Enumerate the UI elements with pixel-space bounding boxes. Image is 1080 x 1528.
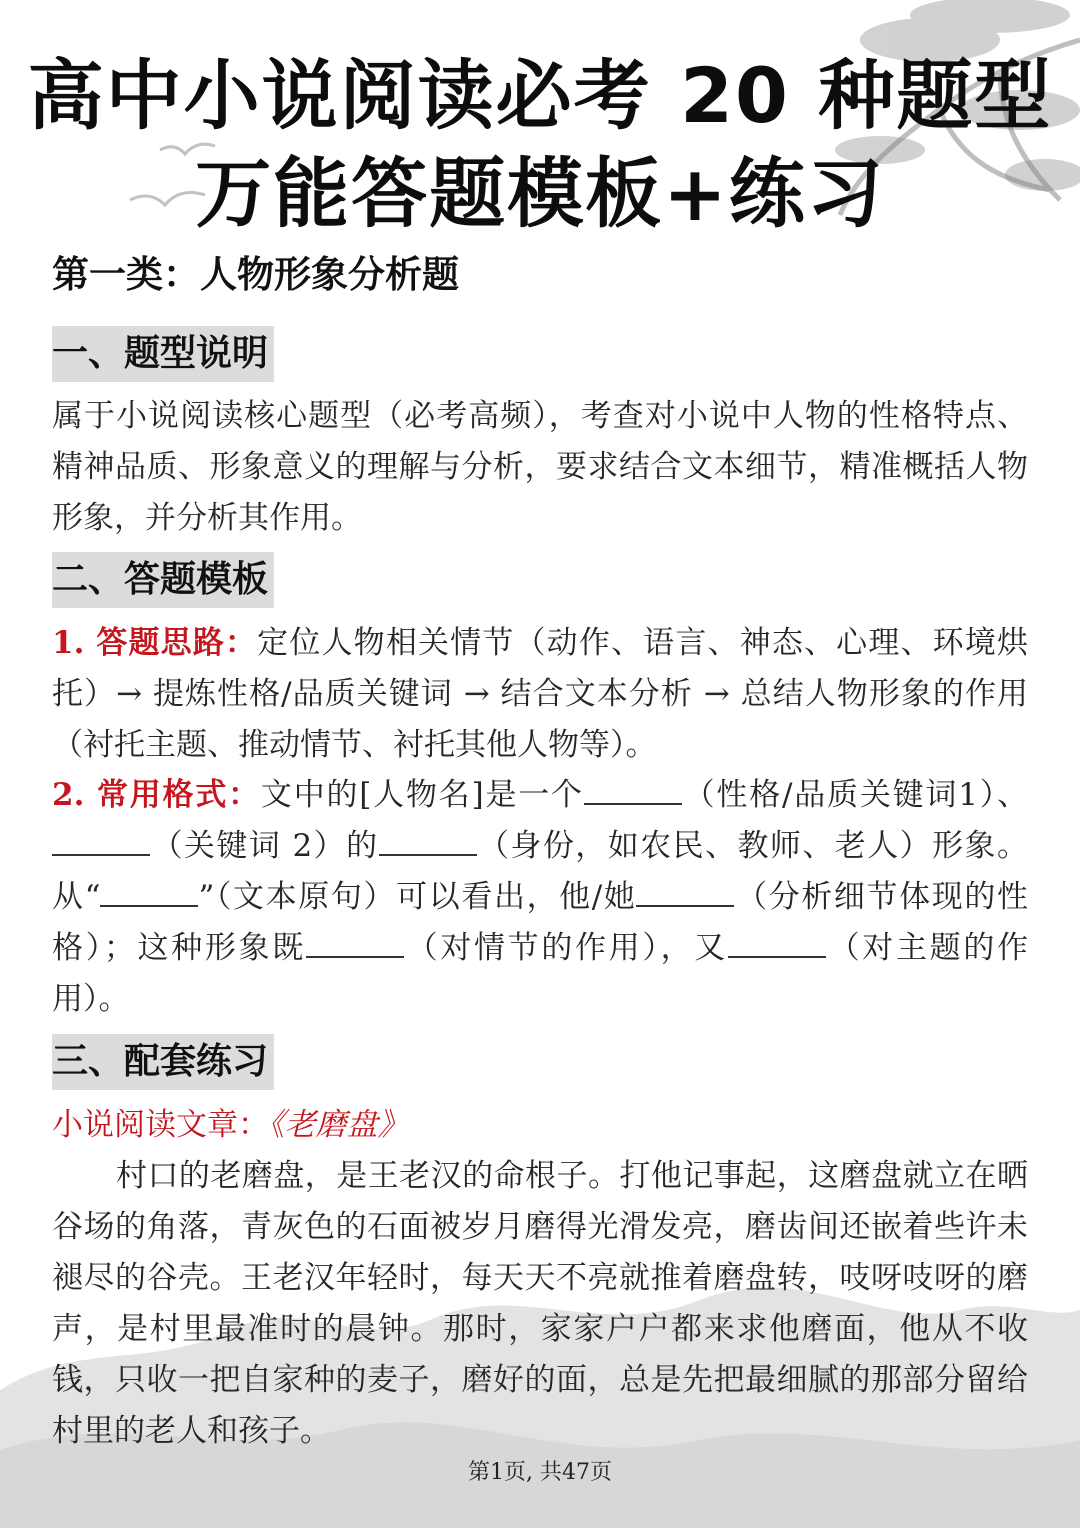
fill-blank bbox=[728, 930, 826, 958]
section-heading-description: 一、题型说明 bbox=[52, 326, 274, 382]
format-part-5: ”（文本原句）可以看出，他/她 bbox=[198, 879, 637, 915]
common-format-label: 2. 常用格式： bbox=[52, 777, 261, 813]
fill-blank bbox=[379, 828, 477, 856]
format-part-1: 文中的[人物名]是一个 bbox=[260, 777, 584, 813]
section-heading-template: 二、答题模板 bbox=[52, 552, 274, 608]
fill-blank bbox=[100, 879, 198, 907]
fill-blank bbox=[584, 777, 682, 805]
format-part-3: （关键词 2）的 bbox=[150, 828, 379, 864]
article-label: 小说阅读文章： bbox=[52, 1107, 269, 1143]
page-title-line1: 高中小说阅读必考 20 种题型 bbox=[27, 51, 1053, 140]
common-format-paragraph bbox=[52, 770, 1028, 1025]
description-paragraph: 属于小说阅读核心题型（必考高频），考查对小说中人物的性格特点、精神品质、形象意义的理解与分析，要求结合文本细节，精准概括人物形象，并分析其作用。 bbox=[52, 398, 1028, 536]
answer-approach-text: 定位人物相关情节（动作、语言、神态、心理、环境烘托）→ 提炼性格/品质关键词 → 结合文本分析 → 总结人物形象的作用（衬托主题、推动情节、衬托其他人物等）。 bbox=[52, 625, 1029, 763]
fill-blank bbox=[306, 930, 404, 958]
page-title-line2: 万能答题模板+练习 bbox=[195, 149, 885, 238]
category-heading: 第一类：人物形象分析题 bbox=[52, 253, 459, 296]
page-number: 第1页, 共47页 bbox=[468, 1460, 612, 1485]
fill-blank bbox=[52, 828, 150, 856]
article-title: 《老磨盘》 bbox=[269, 1107, 409, 1143]
answer-approach-paragraph bbox=[52, 618, 1028, 771]
format-part-7: （对情节的作用），又 bbox=[403, 930, 728, 966]
article-body: 村口的老磨盘，是王老汉的命根子。打他记事起，这磨盘就立在晒谷场的角落，青灰色的石面被岁月磨得光滑发亮，磨齿间还嵌着些许未褪尽的谷壳。王老汉年轻时，每天天不亮就推着磨盘转，吱呀吱呀的磨声，是村里最准时的晨钟。那时，家家户户都来求他磨面，他从不收钱，只收一把自家种的麦子，磨好的面，总是先把最细腻的那部分留给村里的老人和孩子。 bbox=[52, 1158, 1028, 1449]
format-part-4: （身份，如农民、教师、老人）形象。从“ bbox=[52, 828, 1028, 915]
section-heading-practice: 三、配套练习 bbox=[52, 1034, 274, 1090]
answer-approach-label: 1. 答题思路： bbox=[52, 625, 258, 661]
fill-blank bbox=[636, 879, 734, 907]
article-heading bbox=[52, 1100, 1028, 1151]
format-part-2: （性格/品质关键词1）、 bbox=[681, 777, 1029, 813]
format-part-8: （对主题的作用）。 bbox=[52, 930, 1029, 1017]
format-part-6: （分析细节体现的性格）；这种形象既 bbox=[52, 879, 1028, 966]
